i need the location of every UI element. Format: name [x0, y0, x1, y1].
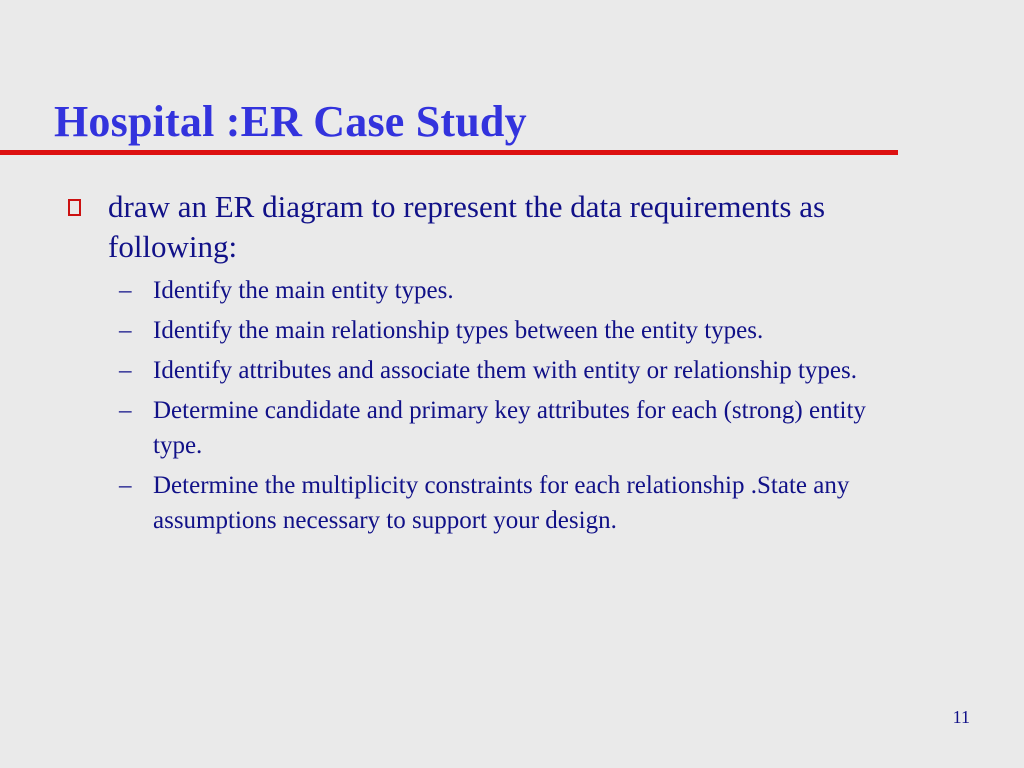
list-item	[119, 273, 914, 308]
list-item	[119, 393, 914, 463]
square-bullet-icon	[68, 199, 81, 216]
dash-icon: –	[119, 277, 132, 304]
list-item-text: Determine candidate and primary key attributes for each (strong) entity type.	[153, 397, 866, 459]
list-item	[119, 468, 914, 538]
dash-icon: –	[119, 317, 132, 344]
slide-content	[64, 188, 914, 543]
list-item	[119, 353, 914, 388]
page-number: 11	[952, 707, 970, 727]
list-item-text: Identify the main entity types.	[153, 277, 454, 304]
list-item-text: Determine the multiplicity constraints for each relationship .State any assumptions necessary to support your design.	[153, 472, 850, 534]
list-item-text: Identify the main relationship types between the entity types.	[153, 317, 764, 344]
main-bullet	[64, 188, 914, 267]
slide-title: Hospital :ER Case Study	[54, 97, 527, 146]
list-item-text: Identify attributes and associate them with entity or relationship types.	[153, 357, 857, 384]
list-item	[119, 313, 914, 348]
dash-icon: –	[119, 397, 132, 424]
main-bullet-text: draw an ER diagram to represent the data requirements as following:	[108, 189, 826, 264]
dash-icon: –	[119, 357, 132, 384]
title-divider	[0, 150, 898, 155]
dash-icon: –	[119, 472, 132, 499]
sub-bullet-list	[64, 273, 914, 538]
